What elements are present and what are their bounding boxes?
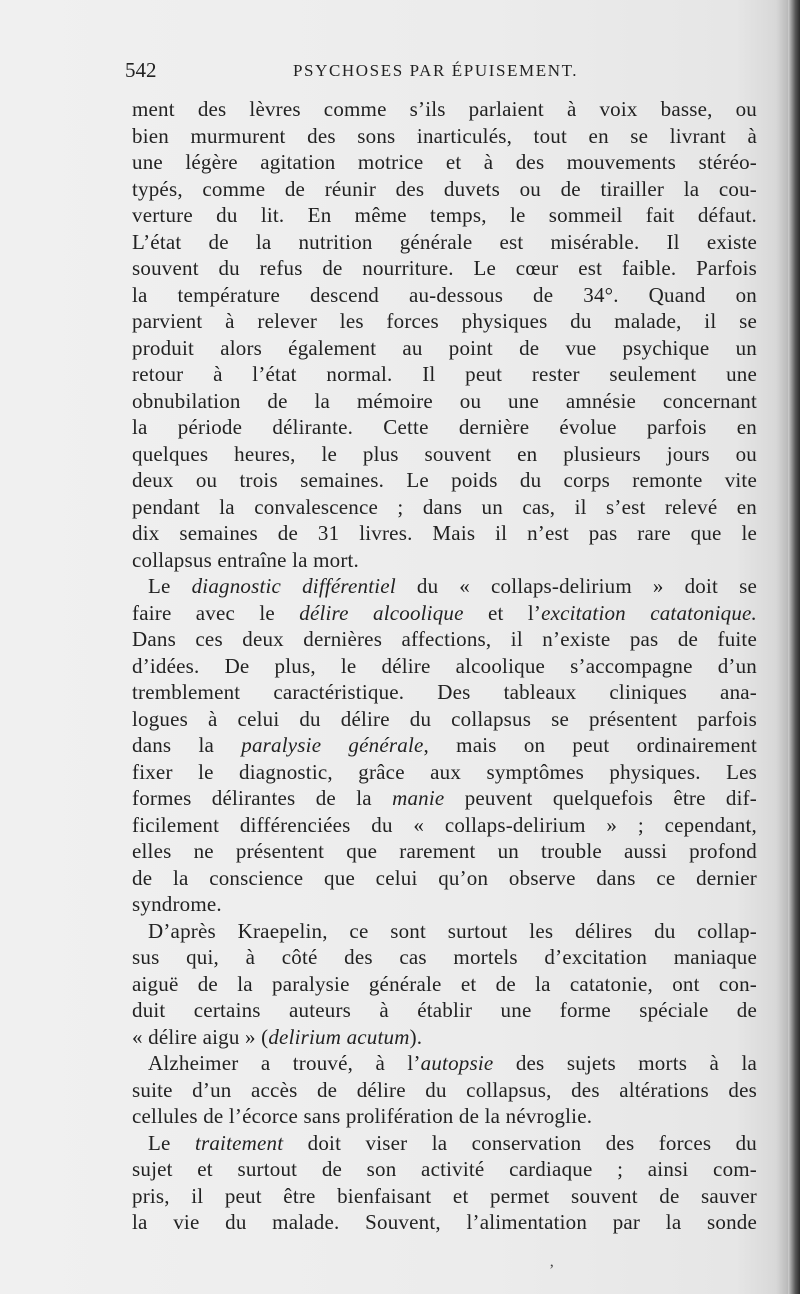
text-line: suite d’un accès de délire du collapsus, des altérations des <box>132 1077 757 1102</box>
text-line: retour à l’état normal. Il peut rester seulement une <box>132 362 757 386</box>
text-line: Dans ces deux dernières affections, il n’existe pas de fuite <box>132 627 757 651</box>
text-line <box>132 1050 757 1077</box>
italic-term: diagnostic différentiel <box>191 574 396 598</box>
text-line: la température descend au-dessous de 34°. Quand on <box>132 282 757 307</box>
italic-term: autopsie <box>420 1051 494 1075</box>
text-line: syndrome. <box>132 892 222 916</box>
text-run: « délire aigu » ( <box>132 1024 269 1049</box>
text-line: verture du lit. En même temps, le sommeil fait défaut. <box>132 203 757 227</box>
text-line: fixer le diagnostic, grâce aux symptômes physiques. Les <box>132 759 757 784</box>
text-line: souvent du refus de nourriture. Le cœur est faible. Parfois <box>132 256 757 280</box>
text-line: pendant la convalescence ; dans un cas, il s’est relevé en <box>132 494 757 519</box>
text-line: elles ne présentent que rarement un trouble aussi profond <box>132 839 757 863</box>
text-line: aiguë de la paralysie générale et de la catatonie, ont con- <box>132 971 757 996</box>
text-line <box>132 785 757 812</box>
text-run: faire avec le <box>132 600 300 625</box>
text-line: deux ou trois semaines. Le poids du corps remonte vite <box>132 468 757 492</box>
italic-term: traitement <box>194 1130 284 1155</box>
page-number: 542 <box>125 58 157 82</box>
text-line <box>132 573 757 600</box>
text-line <box>132 732 757 759</box>
book-spine-shadow <box>788 0 800 1294</box>
stray-print-mark: ʼ <box>549 1262 555 1279</box>
text-line: collapsus entraîne la mort. <box>132 547 359 572</box>
running-title: PSYCHOSES PAR ÉPUISEMENT. <box>293 61 579 80</box>
text-line: cellules de l’écorce sans prolifération de la névroglie. <box>132 1104 593 1128</box>
italic-term: délire alcoolique <box>299 600 464 625</box>
text-run: peuvent quelquefois être dif- <box>444 786 757 810</box>
text-run: , mais on peut ordinairement <box>423 733 757 757</box>
text-line: d’idées. De plus, le délire alcoolique s’accompagne d’un <box>132 653 757 678</box>
text-line: typés, comme de réunir des duvets ou de tirailler la cou- <box>132 176 757 201</box>
text-line: sujet et surtout de son activité cardiaque ; ainsi com- <box>132 1157 757 1181</box>
text-line: ficilement différenciées du « collaps-delirium » ; cependant, <box>132 812 757 837</box>
text-line: la période délirante. Cette dernière évolue parfois en <box>132 415 757 439</box>
text-line: pris, il peut être bienfaisant et permet souvent de sauver <box>132 1183 757 1208</box>
text-line: ment des lèvres comme s’ils parlaient à voix basse, ou <box>132 97 757 121</box>
text-run: et l’ <box>463 600 542 625</box>
italic-term: delirium acutum <box>268 1024 410 1049</box>
text-line: une légère agitation motrice et à des mouvements stéréo- <box>132 150 757 174</box>
text-run: dans la <box>132 733 242 757</box>
text-run: des sujets morts à la <box>493 1051 757 1075</box>
text-line: la vie du malade. Souvent, l’alimentation par la sonde <box>132 1210 757 1234</box>
text-line <box>132 600 757 627</box>
text-run: formes délirantes de la <box>132 786 393 810</box>
text-line: duit certains auteurs à établir une forme spéciale de <box>132 998 757 1022</box>
text-line: parvient à relever les forces physiques du malade, il se <box>132 309 757 333</box>
text-run: Alzheimer a trouvé, à l’ <box>148 1051 421 1075</box>
text-run: Le <box>148 1130 195 1155</box>
text-line: tremblement caractéristique. Des tableaux cliniques ana- <box>132 680 757 704</box>
text-line <box>132 1024 757 1051</box>
text-line: sus qui, à côté des cas mortels d’excitation maniaque <box>132 945 757 969</box>
italic-term: excitation catatonique. <box>541 600 757 625</box>
text-run: doit viser la conservation des forces du <box>283 1130 757 1155</box>
text-run: Le <box>148 574 192 598</box>
text-line: obnubilation de la mémoire ou une amnésie concernant <box>132 388 757 413</box>
text-line <box>132 1130 757 1157</box>
text-run: du « collaps-delirium » doit se <box>395 574 757 598</box>
text-line: logues à celui du délire du collapsus se présentent parfois <box>132 706 757 731</box>
text-line: produit alors également au point de vue psychique un <box>132 335 757 360</box>
text-line: L’état de la nutrition générale est misérable. Il existe <box>132 229 757 254</box>
page-header <box>125 58 755 88</box>
text-run: ). <box>409 1024 423 1049</box>
text-line: de la conscience que celui qu’on observe dans ce dernier <box>132 865 757 890</box>
italic-term: manie <box>392 786 445 810</box>
text-line: bien murmurent des sons inarticulés, tout en se livrant à <box>132 123 757 148</box>
italic-term: paralysie générale <box>241 733 424 757</box>
text-line: dix semaines de 31 livres. Mais il n’est pas rare que le <box>132 521 757 545</box>
body-text <box>132 96 757 1236</box>
text-line: quelques heures, le plus souvent en plusieurs jours ou <box>132 441 757 466</box>
text-line: D’après Kraepelin, ce sont surtout les délires du collap- <box>148 918 757 943</box>
